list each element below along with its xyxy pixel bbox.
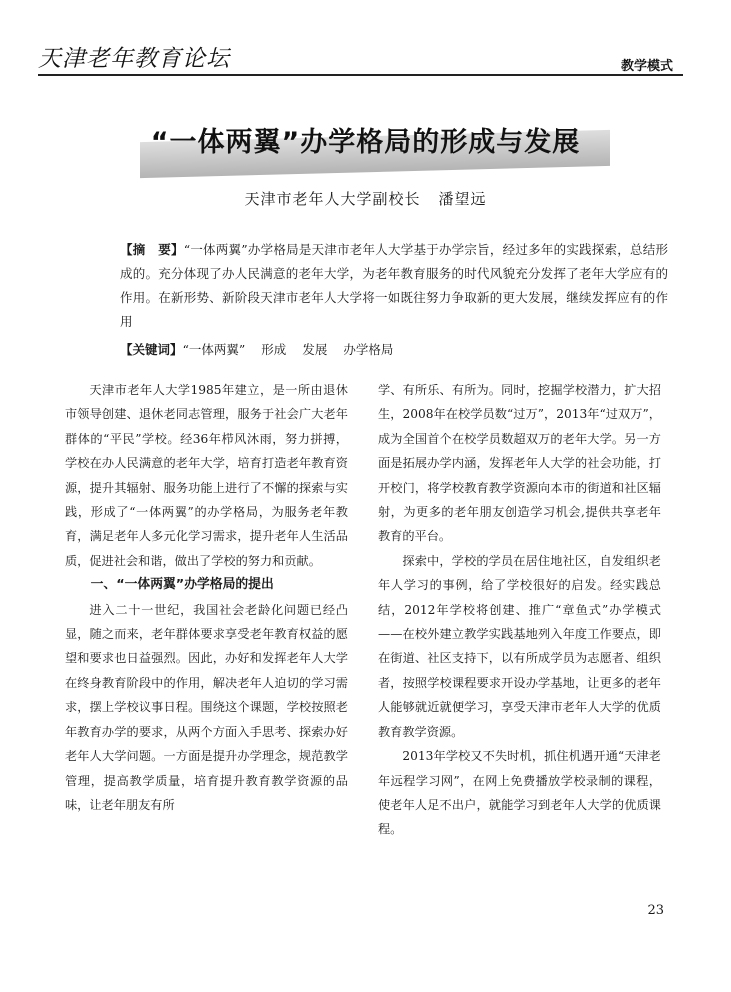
section-label: 教学模式	[620, 59, 673, 74]
body-paragraph-1: 进入二十一世纪，我国社会老龄化问题已经凸显，随之而来，老年群体要求享受老年教育权益的愿望和要求也日益强烈。因此，办好和发挥老年人大学在终身教育阶段中的作用，解决老年人迫切的学习需求，摆上学校议事日程。围绕这个课题，学校按照老年教育办学的要求，从两个方面入手思考、探索办好老年人大学问题。一方面是提升办学理念，规范教学管理，提高教学质量，培育提升教育教学资源的品味，让老年朋友有所	[65, 602, 348, 812]
article-title: “一体两翼”办学格局的形成与发展	[150, 127, 581, 158]
abstract-text: “一体两翼”办学格局是天津市老年人大学基于办学宗旨，经过多年的实践探索，总结形成的。充分体现了办人民满意的老年大学，为老年教育服务的时代风貌充分发挥了老年大学应有的作用。在新形势、新阶段天津市老年人大学将一如既往努力争取新的更大发展，继续发挥应有的作用	[120, 242, 668, 329]
abstract-label: 【摘 要】	[120, 242, 184, 257]
section-heading: 一、“一体两翼”办学格局的提出	[90, 577, 274, 593]
column-right	[378, 378, 661, 842]
abstract	[120, 238, 668, 334]
keyword: 发展	[302, 342, 328, 357]
author-affiliation: 天津市老年人大学副校长	[244, 190, 421, 208]
header-rule	[38, 74, 683, 76]
keyword: “一体两翼”	[182, 342, 246, 357]
keyword: 形成	[261, 342, 287, 357]
body-paragraph-1-continued: 学、有所乐、有所为。同时，挖掘学校潜力，扩大招生，2008年在校学员数“过万”，2013年“过双万”，成为全国首个在校学员数超双万的老年大学。另一方面是拓展办学内涵，发挥老年人大学的社会功能，打开校门，将学校教育教学资源向本市的街道和社区辐射，为更多的老年朋友创造学习机会,提供共享老年教育的平台。	[378, 383, 661, 544]
body-paragraph-2: 探索中，学校的学员在居住地社区，自发组织老年人学习的事例，给了学校很好的启发。经实践总结，2012年学校将创建、推广“章鱼式”办学模式——在校外建立教学实践基地列入年度工作要点，即在街道、社区支持下，以有所成学员为志愿者、组织者，按照学校课程要求开设办学基地，让更多的老年人能够就近就便学习，享受天津市老年人大学的优质教育教学资源。	[378, 553, 661, 739]
intro-paragraph: 天津市老年人大学1985年建立，是一所由退休市领导创建、退休老同志管理，服务于社会广大老年群体的“平民”学校。经36年栉风沐雨，努力拼搏，学校在办人民满意的老年大学，培育打造老年教育资源，提升其辐射、服务功能上进行了不懈的探索与实践，形成了“一体两翼”的办学格局，为服务老年教育，满足老年人多元化学习需求，提升老年人生活品质，促进社会和谐，做出了学校的努力和贡献。	[65, 383, 348, 568]
keywords-label: 【关键词】	[120, 342, 183, 357]
keyword: 办学格局	[343, 342, 394, 357]
page-number: 23	[647, 903, 664, 918]
column-left	[65, 378, 348, 817]
body-paragraph-3: 2013年学校又不失时机，抓住机遇开通“天津老年远程学习网”，在网上免费播放学校录制的课程，使老年人足不出户，就能学习到老年人大学的优质课程。	[378, 749, 661, 837]
keywords	[120, 338, 668, 362]
author-line	[0, 188, 731, 209]
journal-logo: 天津老年教育论坛	[38, 46, 230, 72]
author-name: 潘望远	[438, 190, 487, 208]
